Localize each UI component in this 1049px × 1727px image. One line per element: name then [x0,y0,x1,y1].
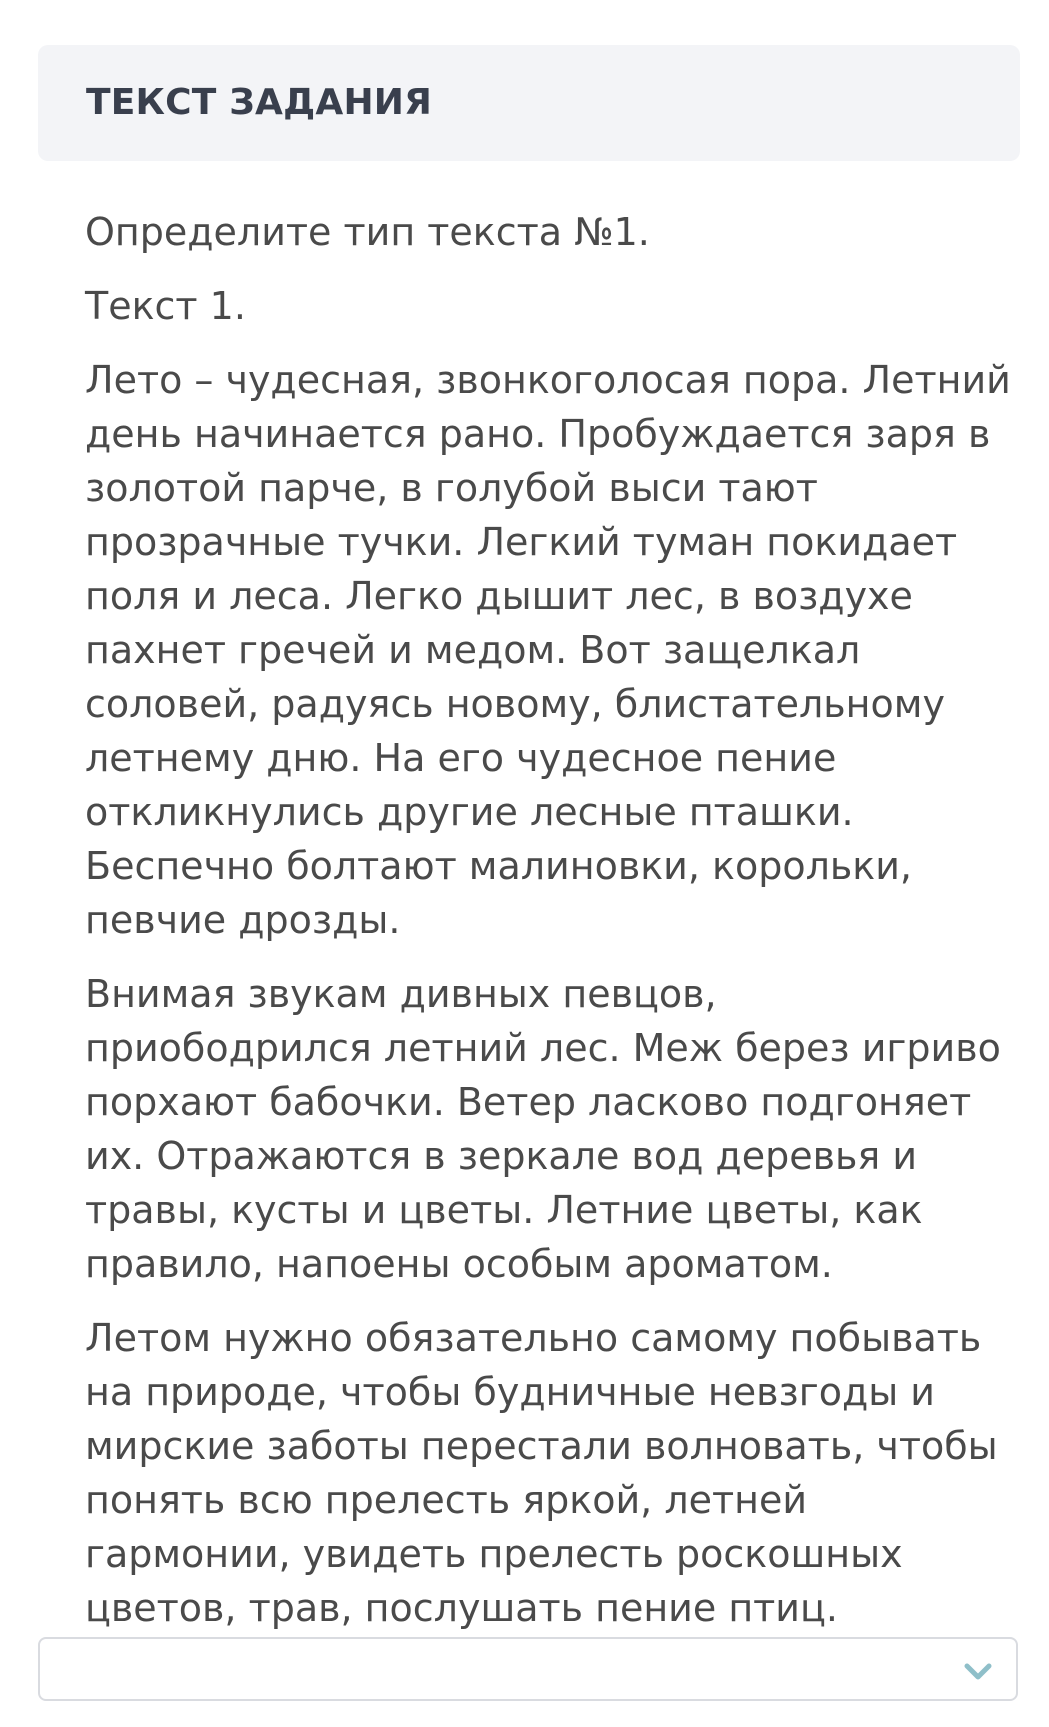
chevron-down-icon[interactable] [958,1651,998,1691]
task-prompt: Определите тип текста №1. [85,210,650,254]
text-label: Текст 1. [85,284,246,328]
answer-dropdown[interactable] [38,1637,1018,1701]
task-header-title: ТЕКСТ ЗАДАНИЯ [86,82,433,123]
text-paragraph-2: Внимая звукам дивных певцов, приободрился летний лес. Меж берез игриво порхают бабочки. Ветер ласково подгоняет их. Отражаются в зеркале вод деревья и травы, кусты и цветы. Летние цветы, как правило, напоены особым ароматом. [85,972,1001,1286]
text-paragraph-1: Лето – чудесная, звонкоголосая пора. Летний день начинается рано. Пробуждается заря в золотой парче, в голубой выси тают прозрачные тучки. Легкий туман покидает поля и леса. Легко дышит лес, в воздухе пахнет гречей и медом. Вот защелкал соловей, радуясь новому, блистательному летнему дню. На его чудесное пение откликнулись другие лесные пташки. Беспечно болтают малиновки, корольки, певчие дрозды. [85,358,1011,942]
task-header-card [38,45,1020,161]
text-paragraph-3: Летом нужно обязательно самому побывать на природе, чтобы будничные невзгоды и мирские заботы перестали волновать, чтобы понять всю прелесть яркой, летней гармонии, увидеть прелесть роскошных цветов, трав, послушать пение птиц. [85,1316,998,1630]
task-content [85,205,1015,1655]
